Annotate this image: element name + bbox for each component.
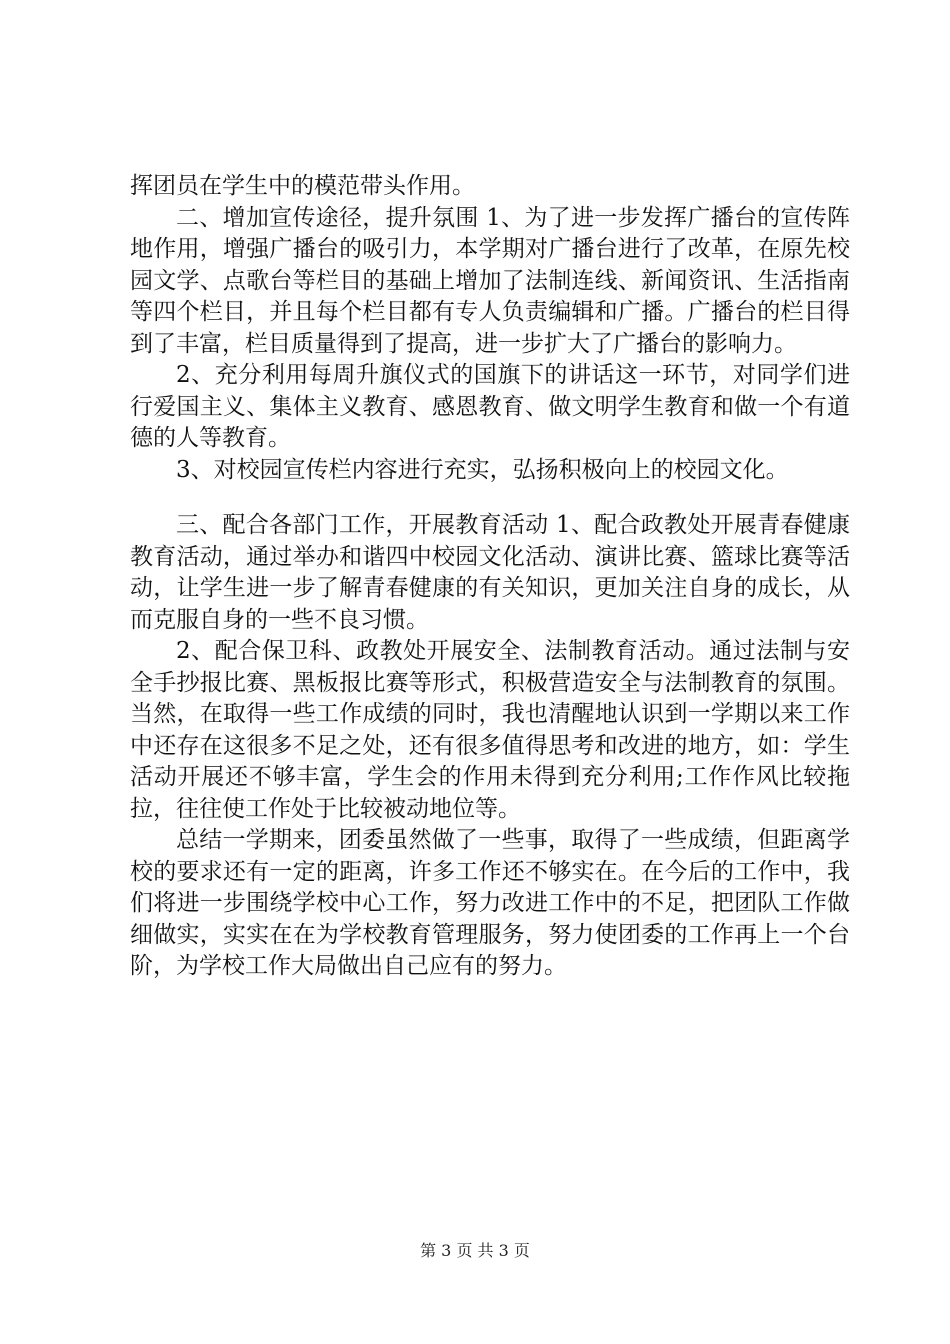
paragraph-section-three: 三、配合各部门工作，开展教育活动 1、配合政教处开展青春健康教育活动，通过举办和谐四中校园文化活动、演讲比赛、篮球比赛等活动，让学生进一步了解青春健康的有关知识，更加关注自身的成长，从而克服自身的一些不良习惯。 bbox=[130, 512, 850, 633]
document-body bbox=[130, 171, 850, 983]
paragraph-section-two: 二、增加宣传途径，提升氛围 1、为了进一步发挥广播台的宣传阵地作用，增强广播台的吸引力，本学期对广播台进行了改革，在原先校园文学、点歌台等栏目的基础上增加了法制连线、新闻资讯、生活指南等四个栏目，并且每个栏目都有专人负责编辑和广播。广播台的栏目得到了丰富，栏目质量得到了提高，进一步扩大了广播台的影响力。 bbox=[130, 204, 850, 357]
paragraph-safety-education: 2、配合保卫科、政教处开展安全、法制教育活动。通过法制与安全手抄报比赛、黑板报比赛等形式，积极营造安全与法制教育的氛围。当然，在取得一些工作成绩的同时，我也清醒地认识到一学期以来工作中还存在这很多不足之处，还有很多值得思考和改进的地方，如：学生活动开展还不够丰富，学生会的作用未得到充分利用;工作作风比较拖拉，往往使工作处于比较被动地位等。 bbox=[130, 638, 850, 822]
paragraph-summary: 总结一学期来，团委虽然做了一些事，取得了一些成绩，但距离学校的要求还有一定的距离，许多工作还不够实在。在今后的工作中，我们将进一步围绕学校中心工作，努力改进工作中的不足，把团队工作做细做实，实实在在为学校教育管理服务，努力使团委的工作再上一个台阶，为学校工作大局做出自己应有的努力。 bbox=[130, 827, 850, 979]
page-number-footer: 第 3 页 共 3 页 bbox=[420, 1241, 530, 1260]
paragraph-continuation: 挥团员在学生中的模范带头作用。 bbox=[130, 173, 475, 199]
paragraph-flag-speech: 2、充分利用每周升旗仪式的国旗下的讲话这一环节，对同学们进行爱国主义、集体主义教育、感恩教育、做文明学生教育和做一个有道德的人等教育。 bbox=[130, 362, 850, 451]
paragraph-bulletin-board: 3、对校园宣传栏内容进行充实，弘扬积极向上的校园文化。 bbox=[176, 456, 789, 483]
